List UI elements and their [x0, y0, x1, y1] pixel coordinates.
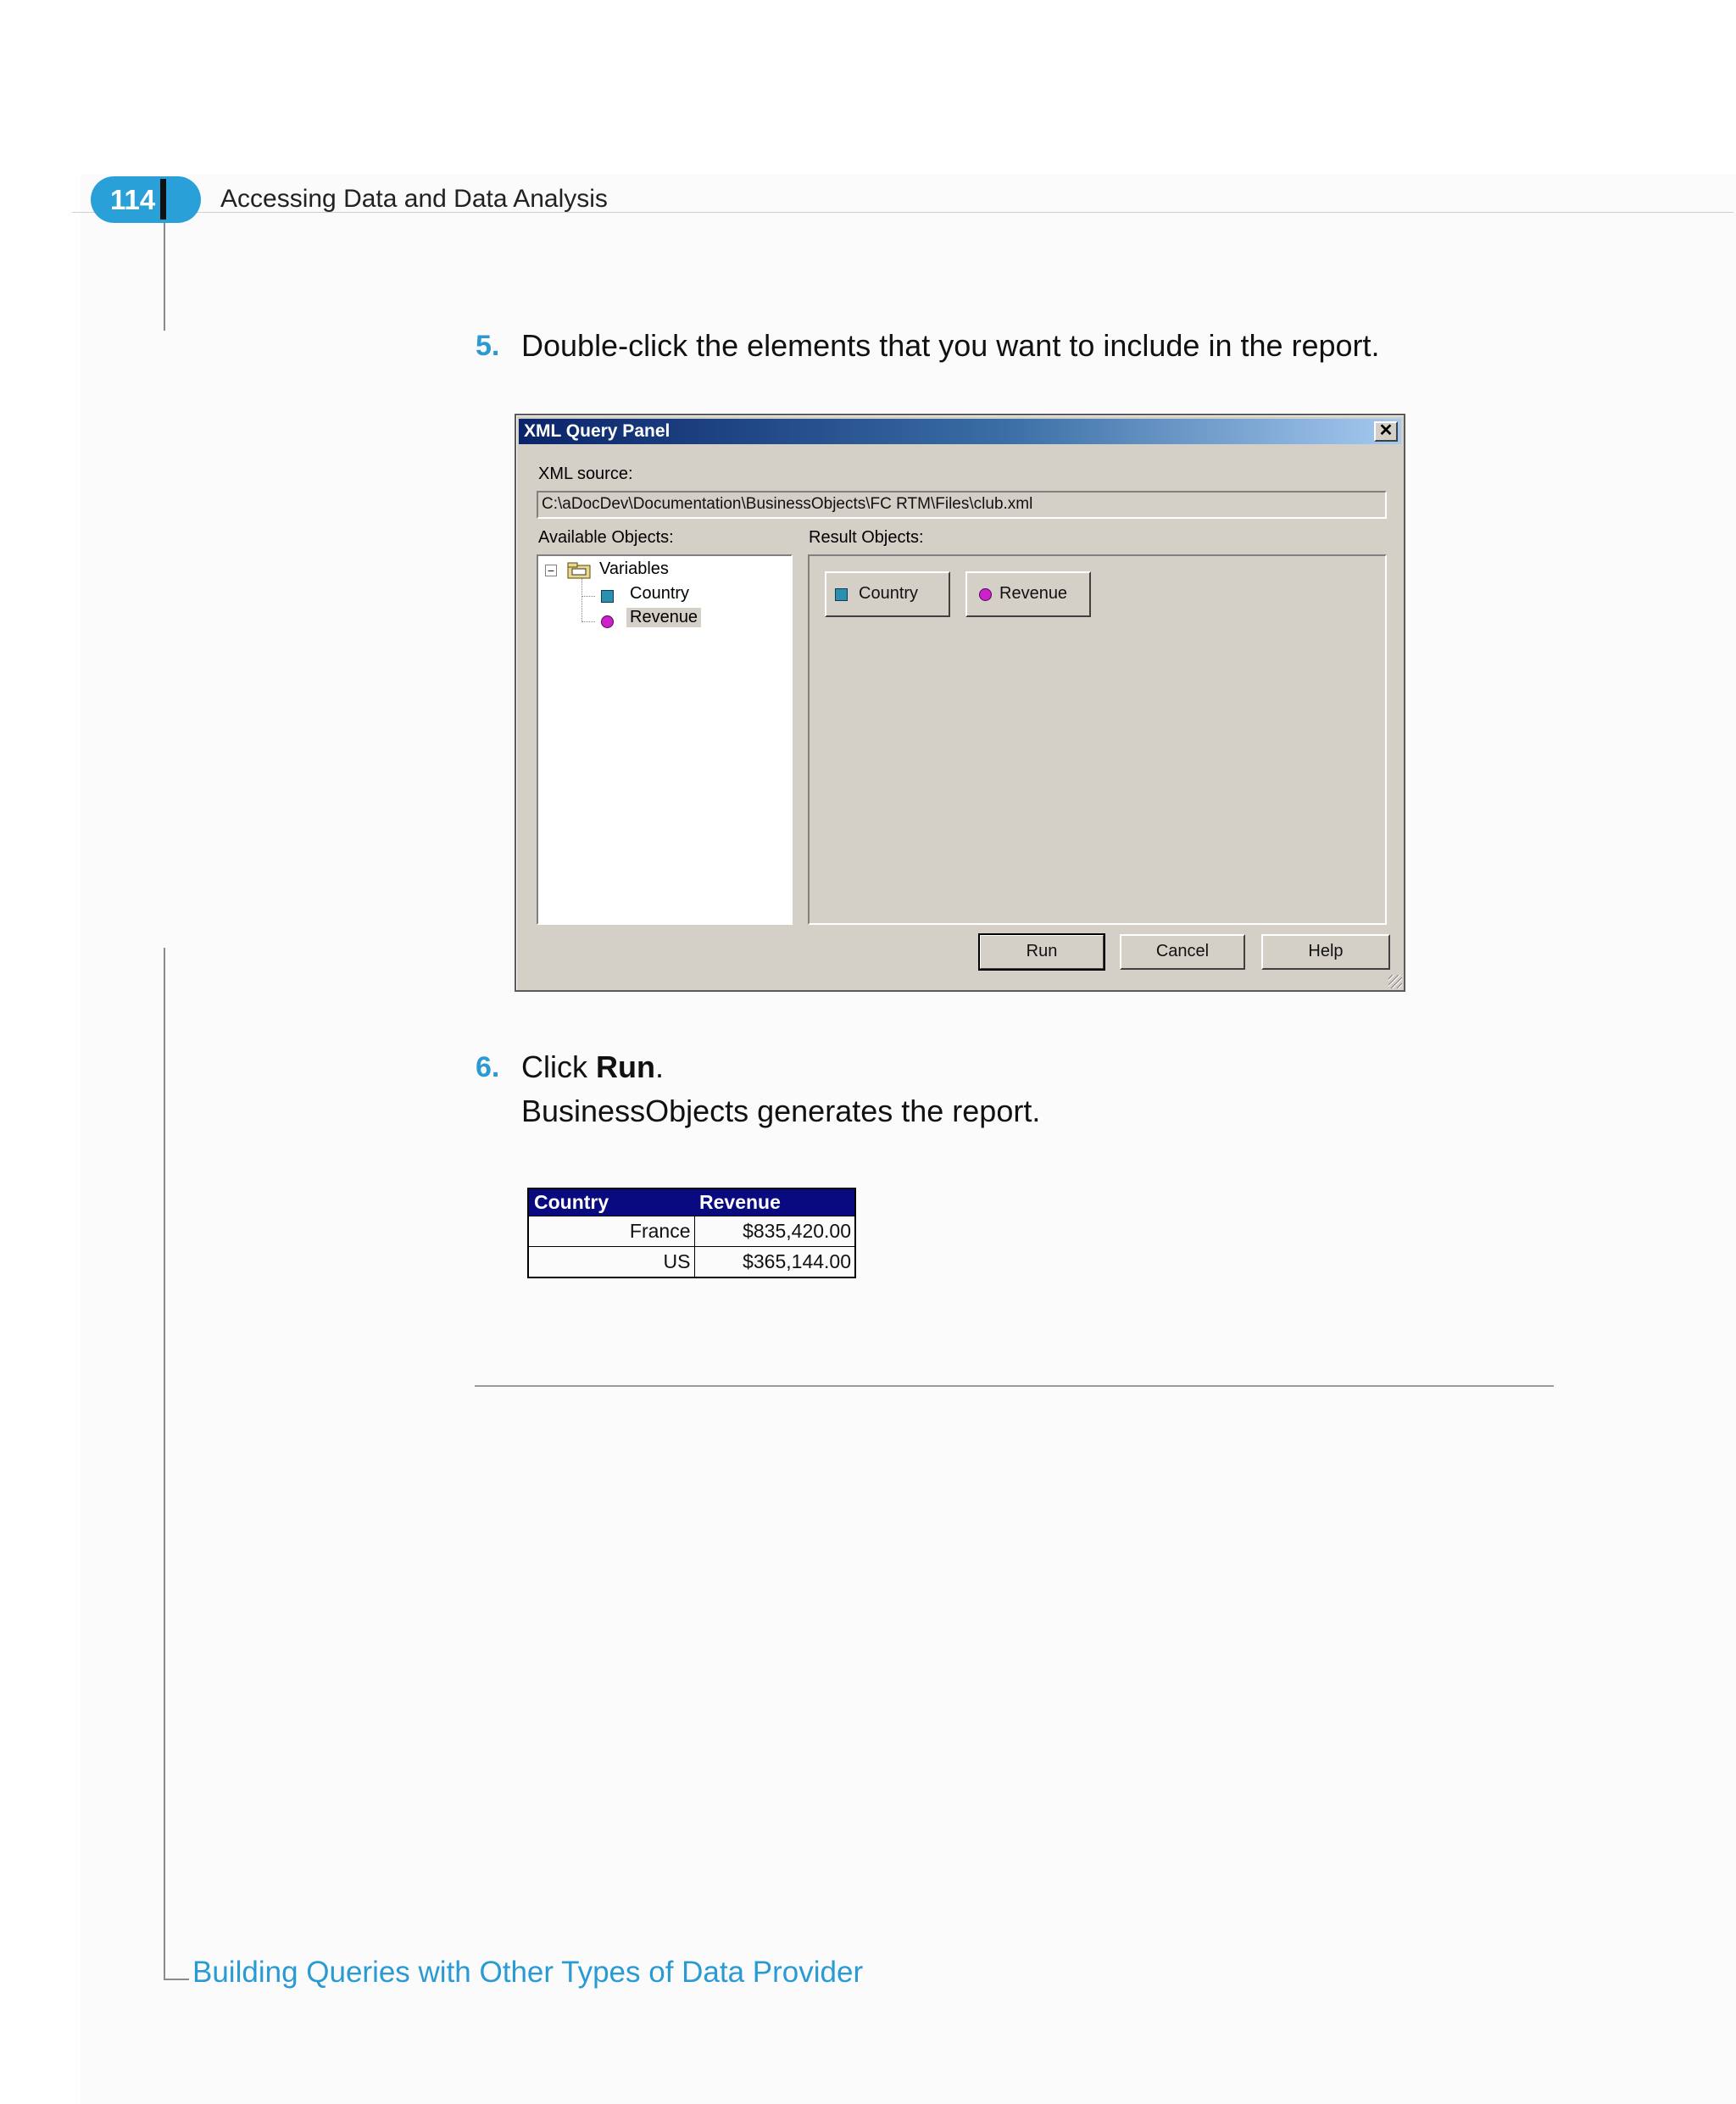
step-5-number: 5. — [476, 330, 500, 362]
step-6-number: 6. — [476, 1051, 500, 1083]
footer-rule — [164, 1979, 189, 1980]
xml-source-field[interactable]: C:\aDocDev\Documentation\BusinessObjects\FC RTM\Files\club.xml — [537, 491, 1387, 519]
cell-revenue: $365,144.00 — [694, 1247, 855, 1277]
cell-country: France — [528, 1216, 694, 1247]
result-object-label: Revenue — [999, 584, 1068, 603]
dialog-titlebar[interactable] — [519, 419, 1401, 444]
section-divider — [475, 1385, 1554, 1387]
tree-item-revenue[interactable]: Revenue — [626, 608, 701, 627]
tree-root-variables[interactable]: Variables — [599, 559, 669, 578]
xml-source-label: XML source: — [538, 465, 633, 483]
step-5-text: Double-click the elements that you want to include in the report. — [521, 328, 1380, 363]
available-objects-tree[interactable] — [537, 554, 793, 925]
column-header-country: Country — [528, 1188, 694, 1216]
step-6-run-bold: Run — [596, 1049, 655, 1084]
cancel-button[interactable]: Cancel — [1120, 934, 1245, 970]
report-table — [527, 1188, 856, 1278]
tree-line — [581, 596, 595, 597]
help-button[interactable]: Help — [1261, 934, 1390, 970]
tree-line — [581, 578, 582, 622]
xml-query-panel-dialog — [515, 414, 1405, 992]
table-row — [528, 1247, 855, 1277]
margin-rule-top — [164, 212, 165, 331]
table-row — [528, 1216, 855, 1247]
page-number-badge — [91, 176, 201, 223]
result-object-country[interactable] — [825, 571, 950, 617]
tree-item-country[interactable]: Country — [630, 584, 690, 603]
page-number: 114 — [110, 184, 156, 215]
dialog-title: XML Query Panel — [524, 421, 670, 441]
step-6-subtext: BusinessObjects generates the report. — [521, 1094, 1041, 1128]
footer-chapter-title: Building Queries with Other Types of Data Provider — [192, 1956, 864, 1989]
tree-line — [581, 621, 595, 622]
result-object-label: Country — [859, 584, 919, 603]
page-badge-bar — [160, 179, 166, 220]
section-title: Accessing Data and Data Analysis — [220, 185, 608, 213]
dimension-cube-icon — [835, 588, 848, 601]
column-header-revenue: Revenue — [694, 1188, 855, 1216]
measure-dot-icon — [601, 615, 614, 628]
measure-dot-icon — [979, 588, 992, 601]
step-6-suffix: . — [654, 1049, 664, 1084]
close-icon[interactable]: ✕ — [1374, 421, 1398, 442]
table-header-row — [528, 1188, 855, 1216]
cell-revenue: $835,420.00 — [694, 1216, 855, 1247]
result-objects-label: Result Objects: — [809, 528, 924, 547]
result-objects-area[interactable] — [808, 554, 1387, 925]
step-6-text — [521, 1049, 664, 1085]
available-objects-label: Available Objects: — [538, 528, 674, 547]
step-6-prefix: Click — [521, 1049, 596, 1084]
dimension-cube-icon — [601, 590, 614, 603]
run-button[interactable]: Run — [979, 934, 1104, 970]
collapse-icon[interactable]: − — [545, 565, 557, 576]
folder-icon — [567, 561, 593, 580]
result-object-revenue[interactable] — [965, 571, 1091, 617]
resize-grip-icon[interactable] — [1388, 975, 1402, 988]
cell-country: US — [528, 1247, 694, 1277]
margin-rule-bottom — [164, 948, 165, 1980]
